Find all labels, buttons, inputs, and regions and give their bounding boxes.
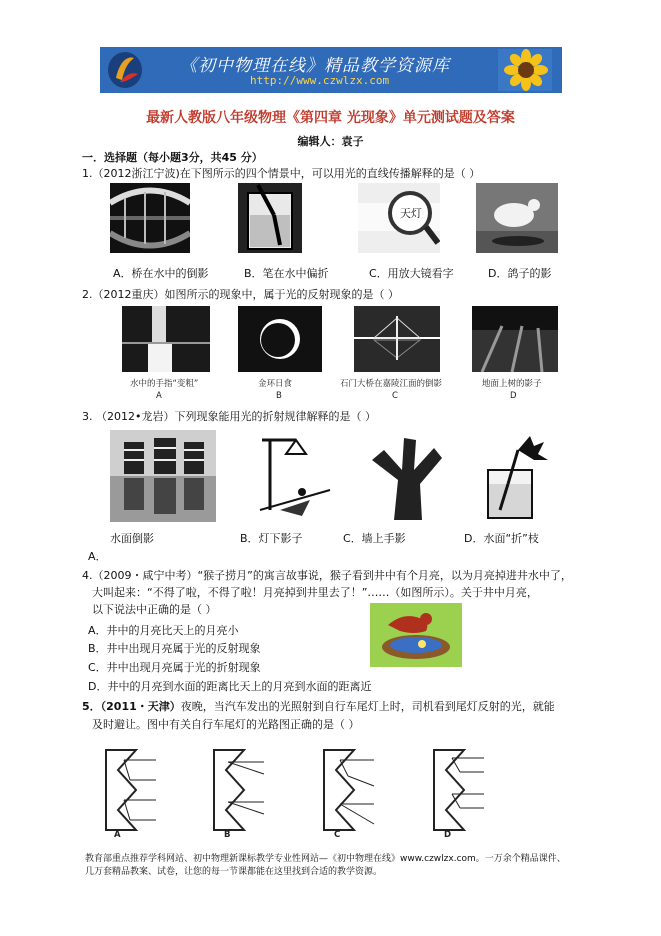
q3-option-b: B．灯下影子 xyxy=(240,532,303,545)
q2-letter-b: B xyxy=(276,391,282,401)
q1-image-a xyxy=(110,183,190,253)
q3-image-a xyxy=(110,430,216,522)
banner-title: 《初中物理在线》精品教学资源库 xyxy=(180,56,450,76)
q4-text-1: 4.（2009・咸宁中考）“猴子捞月”的寓言故事说，猴子看到井中有个月亮，以为月亮掉进井水中了， xyxy=(82,569,572,582)
q5-body: 夜晚，当汽车发出的光照射到自行车尾灯上时，司机看到尾灯反射的光，就能 xyxy=(180,700,555,713)
q1-image-c xyxy=(358,183,440,253)
q5-letter-c: C xyxy=(334,830,341,840)
site-banner xyxy=(100,47,562,93)
q3-option-d: D．水面“折”枝 xyxy=(464,532,539,545)
section-heading: 一．选择题（每小题3分，共45 分） xyxy=(82,151,263,164)
q4-text-2: 大叫起来：“不得了啦，不得了啦！月亮掉到井里去了！”……（如图所示）。关于井中月亮， xyxy=(92,586,538,599)
q3-option-a-label: A． xyxy=(88,550,107,563)
q2-caption-c: 石门大桥在嘉陵江面的倒影 xyxy=(340,379,443,389)
q3-option-c: C．墙上手影 xyxy=(343,532,406,545)
q2-image-d xyxy=(472,306,558,372)
q5-letter-b: B xyxy=(224,830,231,840)
q4-monkey-image xyxy=(370,603,462,667)
q5-source: （2011・天津） xyxy=(100,700,181,713)
q5-number: 5． xyxy=(82,700,101,713)
q2-letter-d: D xyxy=(510,391,517,401)
footer-line-1: 教育部重点推荐学科网站、初中物理新课标教学专业性网站—《初中物理在线》www.czwlzx.com。一万余个精品课件、 xyxy=(85,854,566,864)
q2-text: 2.（2012重庆）如图所示的现象中，属于光的反射现象的是（ ） xyxy=(82,288,399,301)
q1-text: 1.（2012浙江宁波)在下图所示的四个情景中，可以用光的直线传播解释的是（ ） xyxy=(82,167,481,180)
q1-option-d: D．鸽子的影 xyxy=(488,267,552,280)
q4-option-d: D．井中的月亮到水面的距离比天上的月亮到水面的距离近 xyxy=(88,680,372,693)
q1-option-a: A．桥在水中的倒影 xyxy=(113,267,209,280)
q3-image-d xyxy=(478,430,550,522)
footer xyxy=(85,853,585,879)
q4-option-b: B．井中出现月亮属于光的反射现象 xyxy=(88,642,261,655)
q3-text: 3. （2012•龙岩）下列现象能用光的折射规律解释的是（ ） xyxy=(82,410,376,423)
q5-diagram-b xyxy=(204,744,270,836)
q5-diagram-c xyxy=(314,744,380,836)
q2-image-b xyxy=(238,306,322,372)
site-logo-icon xyxy=(106,50,144,90)
q3-image-b xyxy=(240,430,336,522)
q5-diagram-d xyxy=(424,744,490,836)
q5-letter-a: A xyxy=(114,830,121,840)
q1-option-b: B．笔在水中偏折 xyxy=(244,267,329,280)
q5-text-1 xyxy=(82,700,555,714)
q4-option-c: C．井中出现月亮属于光的折射现象 xyxy=(88,661,261,674)
q4-option-a: A．井中的月亮比天上的月亮小 xyxy=(88,624,239,637)
editor-line: 编辑人：袁子 xyxy=(297,135,364,148)
q5-text-2: 及时避让。图中有关自行车尾灯的光路图正确的是（ ） xyxy=(92,718,360,731)
q1-image-d xyxy=(476,183,558,253)
page-title: 最新人教版八年级物理《第四章 光现象》单元测试题及答案 xyxy=(146,110,515,126)
q2-image-c xyxy=(354,306,440,372)
q4-text-3: 以下说法中正确的是（ ） xyxy=(92,603,217,616)
banner-url[interactable]: http://www.czwlzx.com xyxy=(250,74,390,87)
q1-image-b xyxy=(238,183,302,253)
q3-image-c xyxy=(364,430,448,522)
q3-option-a: 水面倒影 xyxy=(110,532,154,545)
q5-letter-d: D xyxy=(444,830,452,840)
q2-caption-a: 水中的手指“变粗” xyxy=(130,379,199,389)
footer-line-2: 几万套精品教案、试卷，让您的每一节课都能在这里找到合适的教学资源。 xyxy=(85,867,383,877)
q2-letter-c: C xyxy=(392,391,398,401)
q2-letter-a: A xyxy=(156,391,162,401)
q5-diagram-a xyxy=(96,744,162,836)
sunflower-icon xyxy=(498,49,552,91)
q2-caption-d: 地面上树的影子 xyxy=(482,379,542,389)
svg-text:天灯: 天灯 xyxy=(400,207,422,220)
q1-option-c: C．用放大镜看字 xyxy=(369,267,454,280)
q2-caption-b: 金环日食 xyxy=(258,379,293,389)
q2-image-a xyxy=(122,306,210,372)
